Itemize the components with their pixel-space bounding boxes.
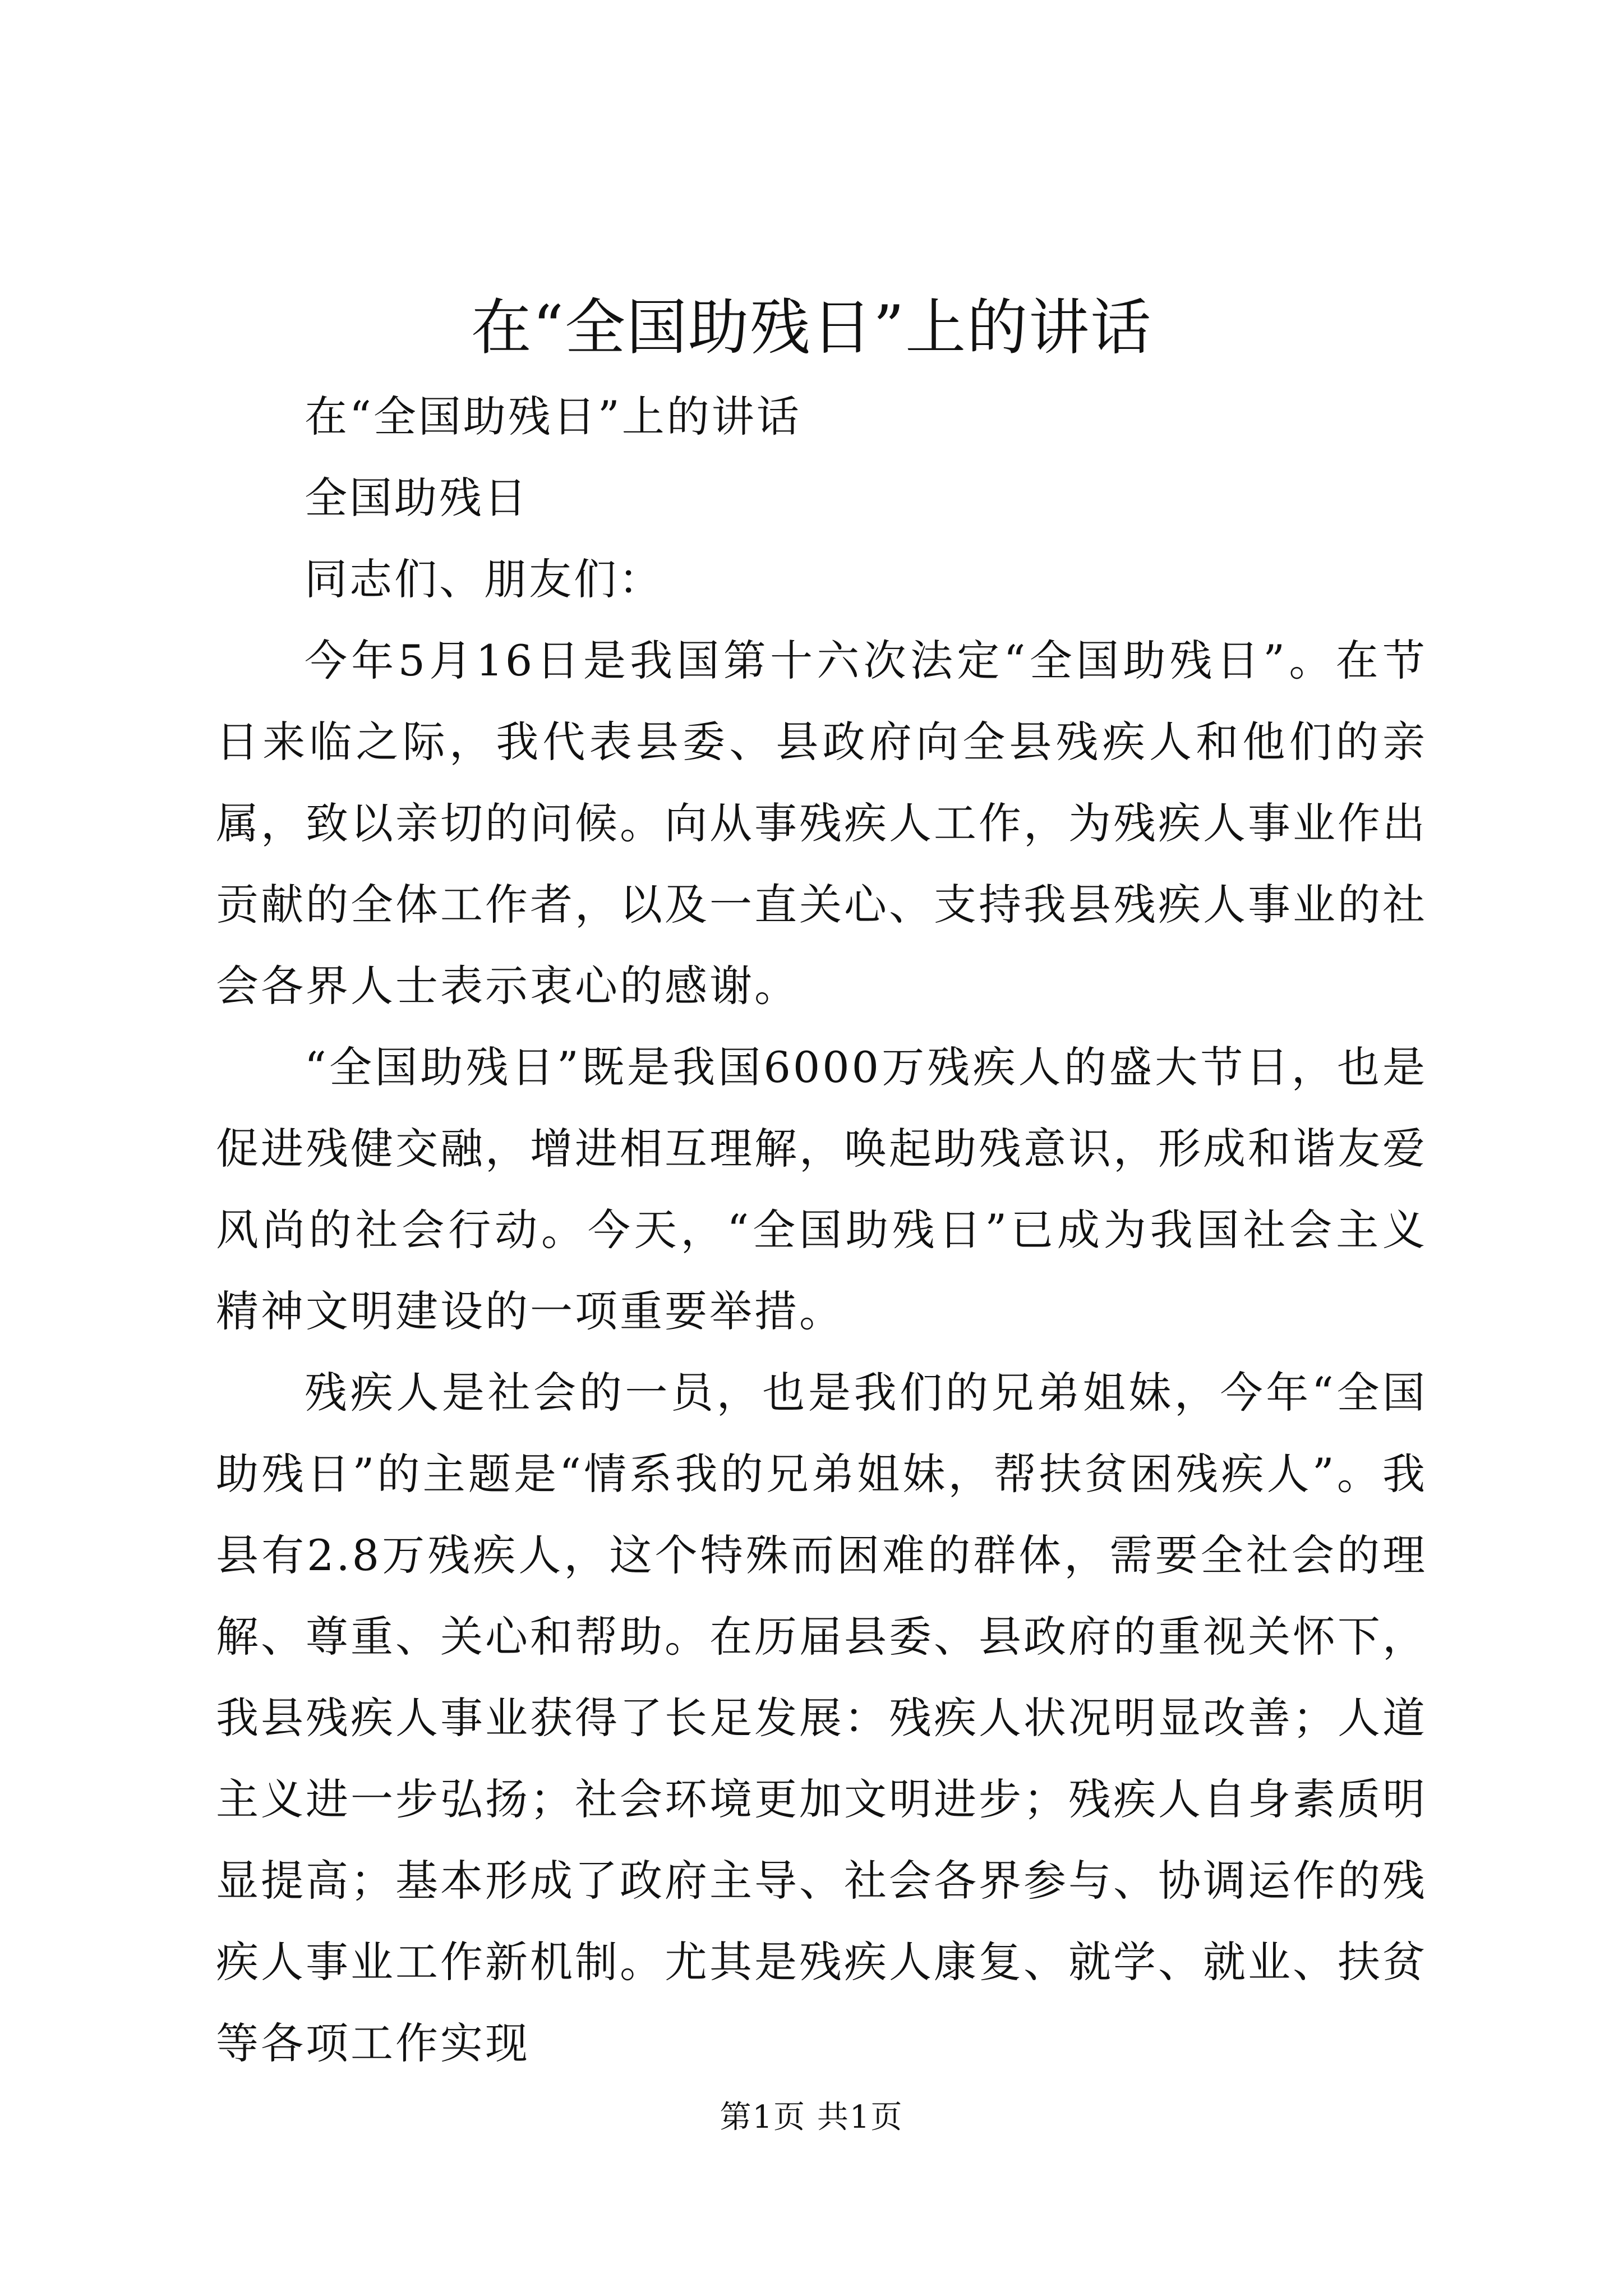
paragraph-salutation: 同志们、朋友们： xyxy=(305,554,663,604)
paragraph-body: 今年5月16日是我国第十六次法定“全国助残日”。在节日来临之际，我代表县委、县政府向全县残疾人和他们的亲属，致以亲切的问候。向从事残疾人工作，为残疾人事业作出贡献的全体工作者，以及一直关心、支持我县残疾人事业的社会各界人士表示衷心的感谢。 xyxy=(216,636,1427,1011)
document-body xyxy=(216,376,1427,2084)
paragraph-keyword: 全国助残日 xyxy=(305,473,529,523)
paragraph-body: “全国助残日”既是我国6000万残疾人的盛大节日，也是促进残健交融，增进相互理解，唤起助残意识，形成和谐友爱风尚的社会行动。今天，“全国助残日”已成为我国社会主义精神文明建设的一项重要举措。 xyxy=(216,1042,1427,1336)
paragraph-subtitle: 在“全国助残日”上的讲话 xyxy=(305,392,801,441)
paragraph-body: 残疾人是社会的一员，也是我们的兄弟姐妹，今年“全国助残日”的主题是“情系我的兄弟姐妹，帮扶贫困残疾人”。我县有2.8万残疾人，这个特殊而困难的群体，需要全社会的理解、尊重、关心和帮助。在历届县委、县政府的重视关怀下，我县残疾人事业获得了长足发展：残疾人状况明显改善；人道主义进一步弘扬；社会环境更加文明进步；残疾人自身素质明显提高；基本形成了政府主导、社会各界参与、协调运作的残疾人事业工作新机制。尤其是残疾人康复、就学、就业、扶贫等各项工作实现 xyxy=(216,1368,1427,2068)
page-number-footer: 第1页 共1页 xyxy=(720,2099,903,2136)
document-title: 在“全国助残日”上的讲话 xyxy=(471,293,1152,363)
